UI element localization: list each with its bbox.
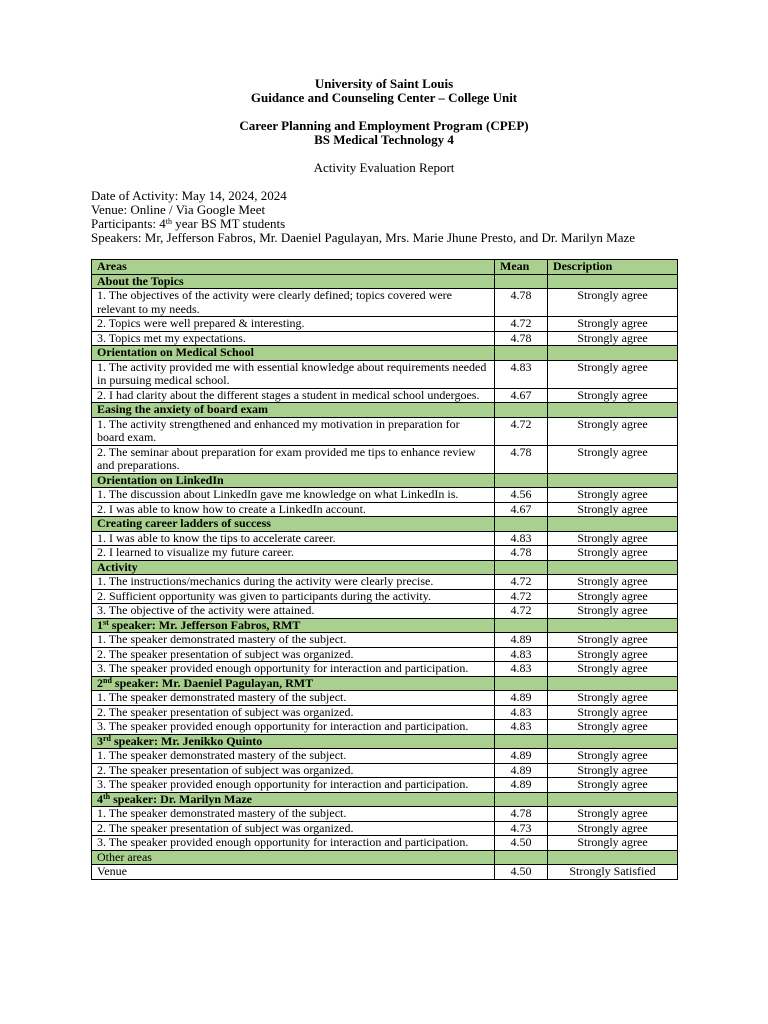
table-row xyxy=(92,360,678,388)
evaluation-table xyxy=(91,259,678,880)
table-row xyxy=(92,749,678,764)
item-text: 3. The objective of the activity were attained. xyxy=(92,604,495,619)
item-text: 2. The speaker presentation of subject was organized. xyxy=(92,763,495,778)
item-mean: 4.50 xyxy=(495,836,548,851)
section-row xyxy=(92,850,678,865)
item-text: 2. The seminar about preparation for exam provided me tips to enhance review and preparations. xyxy=(92,445,495,473)
item-description: Strongly agree xyxy=(548,589,678,604)
item-text: 2. The speaker presentation of subject was organized. xyxy=(92,705,495,720)
column-header-mean: Mean xyxy=(495,260,548,275)
item-description: Strongly agree xyxy=(548,575,678,590)
item-text: 1. The discussion about LinkedIn gave me knowledge on what LinkedIn is. xyxy=(92,488,495,503)
item-mean: 4.89 xyxy=(495,633,548,648)
activity-details xyxy=(91,189,635,245)
table-row xyxy=(92,531,678,546)
section-title: Orientation on Medical School xyxy=(92,346,495,361)
table-row xyxy=(92,836,678,851)
section-title: Easing the anxiety of board exam xyxy=(92,403,495,418)
item-description: Strongly agree xyxy=(548,531,678,546)
section-title: Other areas xyxy=(92,850,495,865)
item-mean: 4.83 xyxy=(495,531,548,546)
item-mean: 4.89 xyxy=(495,778,548,793)
section-row xyxy=(92,403,678,418)
item-mean: 4.72 xyxy=(495,604,548,619)
section-row xyxy=(92,473,678,488)
section-title: 2nd speaker: Mr. Daeniel Pagulayan, RMT xyxy=(92,676,495,691)
item-text: 2. I was able to know how to create a LinkedIn account. xyxy=(92,502,495,517)
item-description: Strongly agree xyxy=(548,720,678,735)
table-row xyxy=(92,647,678,662)
item-description: Strongly agree xyxy=(548,633,678,648)
section-title: Creating career ladders of success xyxy=(92,517,495,532)
table-row xyxy=(92,705,678,720)
table-row xyxy=(92,331,678,346)
item-text: 1. The speaker demonstrated mastery of the subject. xyxy=(92,633,495,648)
report-header xyxy=(0,77,768,175)
item-description: Strongly agree xyxy=(548,417,678,445)
item-mean: 4.83 xyxy=(495,360,548,388)
table-row xyxy=(92,662,678,677)
section-title: 4th speaker: Dr. Marilyn Maze xyxy=(92,792,495,807)
section-title: About the Topics xyxy=(92,274,495,289)
item-text: 1. The speaker demonstrated mastery of the subject. xyxy=(92,691,495,706)
item-mean: 4.83 xyxy=(495,647,548,662)
program-name: Career Planning and Employment Program (CPEP) xyxy=(239,118,529,133)
table-row xyxy=(92,604,678,619)
section-title: Activity xyxy=(92,560,495,575)
section-row xyxy=(92,346,678,361)
item-description: Strongly agree xyxy=(548,388,678,403)
section-row xyxy=(92,560,678,575)
item-description: Strongly agree xyxy=(548,836,678,851)
section-row xyxy=(92,274,678,289)
item-mean: 4.67 xyxy=(495,388,548,403)
item-description: Strongly agree xyxy=(548,445,678,473)
section-row xyxy=(92,792,678,807)
section-title: Orientation on LinkedIn xyxy=(92,473,495,488)
table-row xyxy=(92,821,678,836)
item-mean: 4.78 xyxy=(495,445,548,473)
item-mean: 4.50 xyxy=(495,865,548,880)
item-text: Venue xyxy=(92,865,495,880)
item-text: 2. Sufficient opportunity was given to participants during the activity. xyxy=(92,589,495,604)
item-mean: 4.78 xyxy=(495,546,548,561)
section-row xyxy=(92,676,678,691)
university-name: University of Saint Louis xyxy=(314,76,454,91)
item-mean: 4.56 xyxy=(495,488,548,503)
item-text: 1. The instructions/mechanics during the activity were clearly precise. xyxy=(92,575,495,590)
item-description: Strongly agree xyxy=(548,604,678,619)
item-text: 3. The speaker provided enough opportunity for interaction and participation. xyxy=(92,778,495,793)
table-row xyxy=(92,502,678,517)
item-text: 1. I was able to know the tips to accelerate career. xyxy=(92,531,495,546)
item-description: Strongly agree xyxy=(548,778,678,793)
table-row xyxy=(92,865,678,880)
item-description: Strongly agree xyxy=(548,821,678,836)
item-mean: 4.83 xyxy=(495,705,548,720)
item-text: 1. The activity strengthened and enhanced my motivation in preparation for board exam. xyxy=(92,417,495,445)
item-description: Strongly agree xyxy=(548,502,678,517)
item-mean: 4.89 xyxy=(495,763,548,778)
item-text: 3. The speaker provided enough opportunity for interaction and participation. xyxy=(92,836,495,851)
item-description: Strongly agree xyxy=(548,360,678,388)
item-mean: 4.72 xyxy=(495,317,548,332)
item-text: 2. The speaker presentation of subject was organized. xyxy=(92,821,495,836)
table-row xyxy=(92,289,678,317)
item-text: 2. Topics were well prepared & interesting. xyxy=(92,317,495,332)
item-text: 2. I learned to visualize my future career. xyxy=(92,546,495,561)
item-description: Strongly agree xyxy=(548,647,678,662)
item-description: Strongly agree xyxy=(548,705,678,720)
table-row xyxy=(92,445,678,473)
item-mean: 4.89 xyxy=(495,749,548,764)
table-row xyxy=(92,633,678,648)
section-title: 3rd speaker: Mr. Jenikko Quinto xyxy=(92,734,495,749)
table-row xyxy=(92,417,678,445)
unit-name: Guidance and Counseling Center – College Unit xyxy=(250,90,518,105)
item-mean: 4.89 xyxy=(495,691,548,706)
item-mean: 4.72 xyxy=(495,417,548,445)
item-text: 3. The speaker provided enough opportunity for interaction and participation. xyxy=(92,662,495,677)
item-text: 3. The speaker provided enough opportunity for interaction and participation. xyxy=(92,720,495,735)
item-mean: 4.78 xyxy=(495,289,548,317)
item-mean: 4.78 xyxy=(495,331,548,346)
item-text: 1. The objectives of the activity were clearly defined; topics covered were relevant to my needs. xyxy=(92,289,495,317)
item-mean: 4.78 xyxy=(495,807,548,822)
table-row xyxy=(92,575,678,590)
table-row xyxy=(92,720,678,735)
activity-date: Date of Activity: May 14, 2024, 2024 xyxy=(91,188,287,203)
item-description: Strongly Satisfied xyxy=(548,865,678,880)
item-description: Strongly agree xyxy=(548,763,678,778)
item-mean: 4.83 xyxy=(495,662,548,677)
item-text: 1. The activity provided me with essential knowledge about requirements needed in pursuing medical school. xyxy=(92,360,495,388)
section-row xyxy=(92,618,678,633)
item-description: Strongly agree xyxy=(548,488,678,503)
item-text: 2. The speaker presentation of subject was organized. xyxy=(92,647,495,662)
item-text: 1. The speaker demonstrated mastery of the subject. xyxy=(92,749,495,764)
item-description: Strongly agree xyxy=(548,749,678,764)
table-row xyxy=(92,589,678,604)
column-header-description: Description xyxy=(548,260,678,275)
item-mean: 4.83 xyxy=(495,720,548,735)
item-description: Strongly agree xyxy=(548,331,678,346)
activity-speakers: Speakers: Mr, Jefferson Fabros, Mr. Daeniel Pagulayan, Mrs. Marie Jhune Presto, and Dr. Marilyn Maze xyxy=(91,230,636,245)
item-text: 3. Topics met my expectations. xyxy=(92,331,495,346)
table-header-row xyxy=(92,260,678,275)
table-row xyxy=(92,778,678,793)
section-row xyxy=(92,734,678,749)
column-header-areas: Areas xyxy=(92,260,495,275)
table-row xyxy=(92,488,678,503)
item-description: Strongly agree xyxy=(548,289,678,317)
report-title: Activity Evaluation Report xyxy=(313,160,455,175)
table-row xyxy=(92,317,678,332)
table-row xyxy=(92,546,678,561)
table-row xyxy=(92,388,678,403)
section-title: 1st speaker: Mr. Jefferson Fabros, RMT xyxy=(92,618,495,633)
table-row xyxy=(92,691,678,706)
item-mean: 4.73 xyxy=(495,821,548,836)
table-row xyxy=(92,807,678,822)
activity-participants: Participants: 4th year BS MT students xyxy=(91,216,286,231)
table-row xyxy=(92,763,678,778)
section-row xyxy=(92,517,678,532)
item-mean: 4.72 xyxy=(495,575,548,590)
activity-venue: Venue: Online / Via Google Meet xyxy=(91,202,266,217)
item-description: Strongly agree xyxy=(548,546,678,561)
item-description: Strongly agree xyxy=(548,807,678,822)
item-description: Strongly agree xyxy=(548,691,678,706)
course-name: BS Medical Technology 4 xyxy=(314,132,454,147)
item-text: 1. The speaker demonstrated mastery of the subject. xyxy=(92,807,495,822)
item-text: 2. I had clarity about the different stages a student in medical school undergoes. xyxy=(92,388,495,403)
item-mean: 4.72 xyxy=(495,589,548,604)
item-description: Strongly agree xyxy=(548,662,678,677)
item-description: Strongly agree xyxy=(548,317,678,332)
item-mean: 4.67 xyxy=(495,502,548,517)
